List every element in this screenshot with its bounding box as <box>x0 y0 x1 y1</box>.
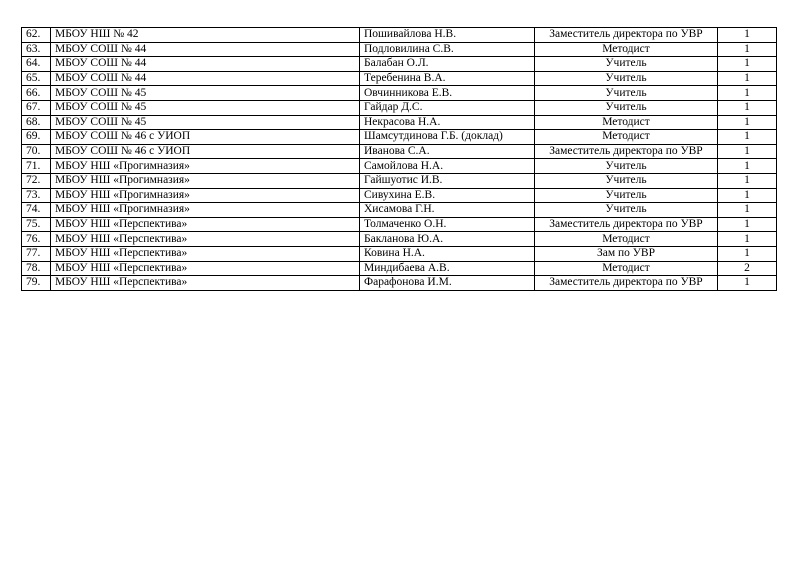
school-cell: МБОУ СОШ № 44 <box>51 42 360 57</box>
row-number-cell: 62. <box>22 28 51 43</box>
count-cell: 1 <box>718 203 777 218</box>
row-number-cell: 63. <box>22 42 51 57</box>
count-cell: 1 <box>718 42 777 57</box>
position-cell: Учитель <box>535 159 718 174</box>
table-row <box>22 203 777 218</box>
table-row <box>22 144 777 159</box>
count-cell: 1 <box>718 144 777 159</box>
position-cell: Учитель <box>535 100 718 115</box>
count-cell: 1 <box>718 276 777 291</box>
school-cell: МБОУ НШ «Перспектива» <box>51 232 360 247</box>
table-row <box>22 57 777 72</box>
position-cell: Заместитель директора по УВР <box>535 217 718 232</box>
position-cell: Учитель <box>535 71 718 86</box>
school-cell: МБОУ НШ № 42 <box>51 28 360 43</box>
count-cell: 1 <box>718 86 777 101</box>
person-name-cell: Некрасова Н.А. <box>360 115 535 130</box>
row-number-cell: 76. <box>22 232 51 247</box>
position-cell: Учитель <box>535 203 718 218</box>
position-cell: Учитель <box>535 188 718 203</box>
table-row <box>22 246 777 261</box>
count-cell: 1 <box>718 57 777 72</box>
table-row <box>22 159 777 174</box>
school-cell: МБОУ НШ «Перспектива» <box>51 276 360 291</box>
position-cell: Методист <box>535 115 718 130</box>
position-cell: Учитель <box>535 173 718 188</box>
person-name-cell: Теребенина В.А. <box>360 71 535 86</box>
count-cell: 1 <box>718 159 777 174</box>
person-name-cell: Бакланова Ю.А. <box>360 232 535 247</box>
count-cell: 1 <box>718 28 777 43</box>
person-name-cell: Иванова С.А. <box>360 144 535 159</box>
school-cell: МБОУ СОШ № 45 <box>51 86 360 101</box>
position-cell: Заместитель директора по УВР <box>535 144 718 159</box>
person-name-cell: Пошивайлова Н.В. <box>360 28 535 43</box>
row-number-cell: 70. <box>22 144 51 159</box>
position-cell: Зам по УВР <box>535 246 718 261</box>
person-name-cell: Толмаченко О.Н. <box>360 217 535 232</box>
school-cell: МБОУ НШ «Перспектива» <box>51 261 360 276</box>
count-cell: 1 <box>718 173 777 188</box>
position-cell: Методист <box>535 232 718 247</box>
row-number-cell: 66. <box>22 86 51 101</box>
table-row <box>22 71 777 86</box>
school-cell: МБОУ СОШ № 45 <box>51 100 360 115</box>
count-cell: 1 <box>718 100 777 115</box>
row-number-cell: 75. <box>22 217 51 232</box>
table-row <box>22 130 777 145</box>
school-cell: МБОУ НШ «Прогимназия» <box>51 188 360 203</box>
row-number-cell: 73. <box>22 188 51 203</box>
participants-table-body <box>22 28 777 291</box>
count-cell: 1 <box>718 246 777 261</box>
count-cell: 1 <box>718 71 777 86</box>
position-cell: Методист <box>535 130 718 145</box>
school-cell: МБОУ СОШ № 46 с УИОП <box>51 144 360 159</box>
school-cell: МБОУ СОШ № 44 <box>51 71 360 86</box>
position-cell: Методист <box>535 261 718 276</box>
row-number-cell: 64. <box>22 57 51 72</box>
position-cell: Учитель <box>535 57 718 72</box>
table-row <box>22 173 777 188</box>
school-cell: МБОУ НШ «Прогимназия» <box>51 173 360 188</box>
person-name-cell: Гайшуотис И.В. <box>360 173 535 188</box>
school-cell: МБОУ НШ «Перспектива» <box>51 246 360 261</box>
person-name-cell: Гайдар Д.С. <box>360 100 535 115</box>
table-row <box>22 217 777 232</box>
row-number-cell: 79. <box>22 276 51 291</box>
school-cell: МБОУ СОШ № 44 <box>51 57 360 72</box>
position-cell: Методист <box>535 42 718 57</box>
school-cell: МБОУ НШ «Прогимназия» <box>51 159 360 174</box>
row-number-cell: 68. <box>22 115 51 130</box>
count-cell: 2 <box>718 261 777 276</box>
count-cell: 1 <box>718 115 777 130</box>
table-row <box>22 100 777 115</box>
row-number-cell: 78. <box>22 261 51 276</box>
count-cell: 1 <box>718 130 777 145</box>
table-row <box>22 276 777 291</box>
participants-table <box>21 27 777 291</box>
table-row <box>22 115 777 130</box>
school-cell: МБОУ СОШ № 45 <box>51 115 360 130</box>
person-name-cell: Овчинникова Е.В. <box>360 86 535 101</box>
table-row <box>22 188 777 203</box>
position-cell: Заместитель директора по УВР <box>535 276 718 291</box>
table-row <box>22 42 777 57</box>
row-number-cell: 69. <box>22 130 51 145</box>
count-cell: 1 <box>718 232 777 247</box>
person-name-cell: Ковина Н.А. <box>360 246 535 261</box>
row-number-cell: 65. <box>22 71 51 86</box>
person-name-cell: Самойлова Н.А. <box>360 159 535 174</box>
table-row <box>22 28 777 43</box>
person-name-cell: Хисамова Г.Н. <box>360 203 535 218</box>
table-row <box>22 232 777 247</box>
school-cell: МБОУ СОШ № 46 с УИОП <box>51 130 360 145</box>
table-row <box>22 86 777 101</box>
count-cell: 1 <box>718 217 777 232</box>
person-name-cell: Миндибаева А.В. <box>360 261 535 276</box>
person-name-cell: Шамсутдинова Г.Б. (доклад) <box>360 130 535 145</box>
row-number-cell: 74. <box>22 203 51 218</box>
row-number-cell: 67. <box>22 100 51 115</box>
person-name-cell: Балабан О.Л. <box>360 57 535 72</box>
count-cell: 1 <box>718 188 777 203</box>
row-number-cell: 71. <box>22 159 51 174</box>
school-cell: МБОУ НШ «Перспектива» <box>51 217 360 232</box>
row-number-cell: 77. <box>22 246 51 261</box>
row-number-cell: 72. <box>22 173 51 188</box>
person-name-cell: Фарафонова И.М. <box>360 276 535 291</box>
person-name-cell: Сивухина Е.В. <box>360 188 535 203</box>
table-row <box>22 261 777 276</box>
position-cell: Заместитель директора по УВР <box>535 28 718 43</box>
person-name-cell: Подловилина С.В. <box>360 42 535 57</box>
position-cell: Учитель <box>535 86 718 101</box>
school-cell: МБОУ НШ «Прогимназия» <box>51 203 360 218</box>
